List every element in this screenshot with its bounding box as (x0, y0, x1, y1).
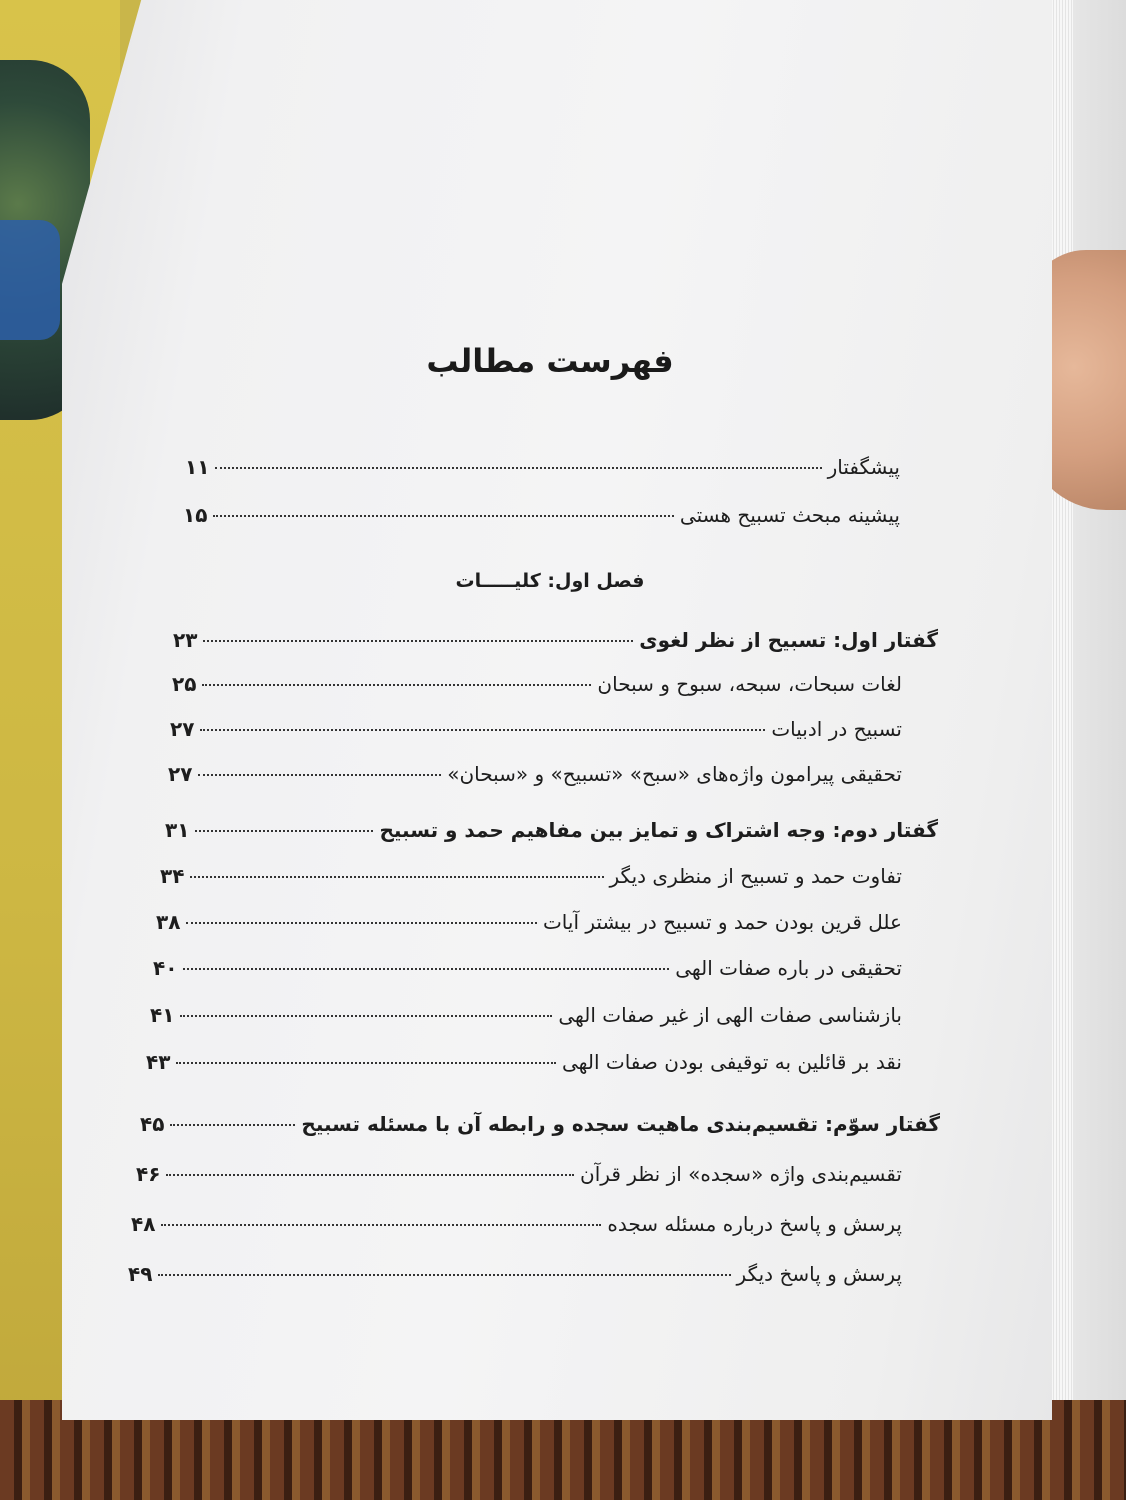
toc-entry (156, 910, 902, 934)
toc-leader (202, 684, 591, 686)
toc-leader (195, 830, 373, 832)
toc-leader (176, 1062, 556, 1064)
toc-entry-page: ۴۶ (136, 1162, 161, 1186)
toc-entry-label: پیشینه مبحث تسبیح هستی (679, 503, 900, 527)
page-title: فهرست مطالب (426, 342, 674, 380)
toc-entry (150, 1003, 902, 1027)
toc-entry-page: ۳۴ (160, 864, 185, 888)
toc-leader (166, 1174, 574, 1176)
toc-entry-page: ۱۱ (185, 455, 210, 479)
toc-entry-label: لغات سبحات، سبحه، سبوح و سبحان (597, 672, 902, 696)
toc-entry (160, 864, 902, 888)
toc-leader (190, 876, 603, 878)
toc-entry (183, 503, 900, 527)
toc-entry (140, 1112, 940, 1136)
toc-leader (213, 515, 673, 517)
toc-entry (173, 628, 938, 652)
toc-entry-page: ۴۹ (128, 1262, 153, 1286)
toc-entry (131, 1212, 902, 1236)
toc-entry-page: ۲۷ (170, 717, 195, 741)
toc-leader (200, 729, 765, 731)
toc-entry-page: ۱۵ (183, 503, 208, 527)
toc-entry-label: گفتار دوم: وجه اشتراک و تمایز بین مفاهیم حمد و تسبیح (379, 818, 938, 842)
toc-entry-page: ۴۳ (146, 1050, 171, 1074)
toc-entry-page: ۲۳ (173, 628, 198, 652)
toc-leader (158, 1274, 730, 1276)
toc-leader (170, 1124, 295, 1126)
toc-entry-page: ۳۱ (165, 818, 190, 842)
toc-entry-page: ۴۱ (150, 1003, 175, 1027)
toc-entry-page: ۴۰ (153, 956, 178, 980)
toc-entry (153, 956, 902, 980)
toc-entry-label: تقسیم‌بندی واژه «سجده» از نظر قرآن (580, 1162, 902, 1186)
toc-leader (183, 968, 669, 970)
toc-entry-label: پرسش و پاسخ درباره مسئله سجده (607, 1212, 902, 1236)
chapter-heading: فصل اول: کلیـــــات (455, 570, 645, 592)
toc-entry-label: پیشگفتار (827, 455, 900, 479)
toc-leader (161, 1224, 601, 1226)
toc-entry-label: تحقیقی در باره صفات الهی (675, 956, 902, 980)
toc-entry-label: پرسش و پاسخ دیگر (736, 1262, 902, 1286)
toc-entry-label: نقد بر قائلین به توقیفی بودن صفات الهی (561, 1050, 902, 1074)
toc-entry (146, 1050, 902, 1074)
toc-entry (185, 455, 900, 479)
toc-entry-page: ۲۷ (168, 762, 193, 786)
toc-entry-page: ۳۸ (156, 910, 181, 934)
toc-entry-label: علل قرین بودن حمد و تسبیح در بیشتر آیات (542, 910, 902, 934)
toc-entry-label: تسبیح در ادبیات (771, 717, 902, 741)
toc-leader (198, 774, 441, 776)
toc-entry (170, 717, 902, 741)
toc-leader (180, 1015, 552, 1017)
toc-leader (215, 467, 821, 469)
toc-entry (165, 818, 938, 842)
toc-entry (172, 672, 902, 696)
toc-entry-label: تفاوت حمد و تسبیح از منظری دیگر (609, 864, 902, 888)
toc-entry (136, 1162, 902, 1186)
toc-entry-label: گفتار سوّم: تقسیم‌بندی ماهیت سجده و رابطه آن با مسئله تسبیح (301, 1112, 940, 1136)
toc-entry (168, 762, 902, 786)
toc-entry-label: تحقیقی پیرامون واژه‌های «سبح» «تسبیح» و «سبحان» (447, 762, 902, 786)
toc-entry-page: ۲۵ (172, 672, 197, 696)
toc-entry-label: گفتار اول: تسبیح از نظر لغوی (639, 628, 938, 652)
toc-entry-page: ۴۸ (131, 1212, 156, 1236)
toc-leader (186, 922, 537, 924)
toc-entry-page: ۴۵ (140, 1112, 165, 1136)
toc-leader (203, 640, 633, 642)
toc-entry (128, 1262, 902, 1286)
toc-entry-label: بازشناسی صفات الهی از غیر صفات الهی (558, 1003, 902, 1027)
